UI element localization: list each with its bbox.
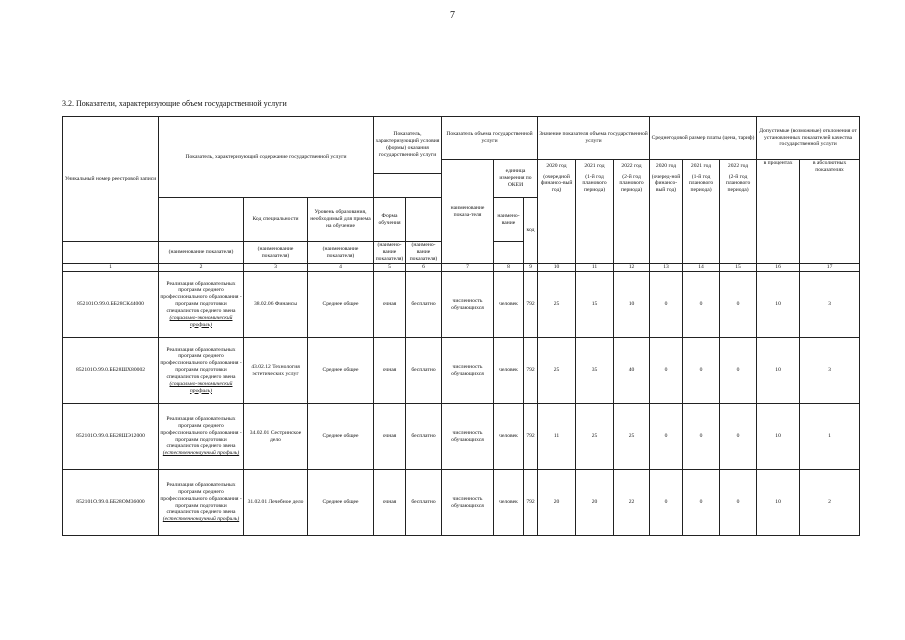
price-2022: 0 xyxy=(720,272,757,338)
study-form: очная xyxy=(374,404,406,470)
profile-note: (естественнонаучный профиль) xyxy=(162,516,240,523)
header-unit-okei: единица измерения по ОКЕИ xyxy=(494,160,538,198)
unit-name: человек xyxy=(494,470,524,536)
unit-name: человек xyxy=(494,338,524,404)
table-row xyxy=(63,272,860,338)
column-number: 10 xyxy=(538,264,576,272)
price-2021: 0 xyxy=(683,272,720,338)
specialty-code: 38.02.06 Финансы xyxy=(244,272,308,338)
registry-number: 852101О.99.0.ББ28СК44000 xyxy=(63,272,159,338)
header-in-percent: в процентах xyxy=(757,160,800,264)
header-year-2022-a: 2022 год xyxy=(614,160,650,174)
header-unit-code: код xyxy=(524,198,538,264)
value-2020: 25 xyxy=(538,272,576,338)
registry-number: 852101О.99.0.ББ28ШЭ12000 xyxy=(63,404,159,470)
column-number: 11 xyxy=(576,264,614,272)
header-unique-number: Уникальный номер реестровой записи xyxy=(63,117,159,242)
education-level: Среднее общее xyxy=(308,404,374,470)
profile-note: (социально-экономический профиль) xyxy=(169,380,233,394)
price-2020: 0 xyxy=(650,470,683,536)
payment-basis: бесплатно xyxy=(406,338,442,404)
value-2021: 25 xyxy=(576,404,614,470)
column-number: 15 xyxy=(720,264,757,272)
specialty-code: 31.02.01 Лечебное дело xyxy=(244,470,308,536)
column-number: 7 xyxy=(442,264,494,272)
education-level: Среднее общее xyxy=(308,470,374,536)
value-2021: 35 xyxy=(576,338,614,404)
header-price-2021: 2021 год xyxy=(683,160,720,174)
deviation-absolute: 2 xyxy=(800,470,860,536)
registry-number: 852101О.99.0.ББ28ОМ36000 xyxy=(63,470,159,536)
column-number: 9 xyxy=(524,264,538,272)
unit-code: 792 xyxy=(524,272,538,338)
table-row xyxy=(63,404,860,470)
registry-number: 852101О.99.0.ББ28ШХ80002 xyxy=(63,338,159,404)
indicator-name: численность обучающихся xyxy=(442,338,494,404)
unit-code: 792 xyxy=(524,404,538,470)
value-2022: 10 xyxy=(614,272,650,338)
column-number: 16 xyxy=(757,264,800,272)
column-number: 17 xyxy=(800,264,860,272)
page-number: 7 xyxy=(450,10,455,21)
study-form: очная xyxy=(374,338,406,404)
price-2021: 0 xyxy=(683,470,720,536)
price-2020: 0 xyxy=(650,404,683,470)
deviation-percent: 10 xyxy=(757,272,800,338)
header-name-indicator-1: (наименование показателя) xyxy=(159,242,244,264)
payment-basis: бесплатно xyxy=(406,470,442,536)
study-form: очная xyxy=(374,470,406,536)
specialty-code: 34.02.01 Сестринское дело xyxy=(244,404,308,470)
section-title: 3.2. Показатели, характеризующие объем государственной услуги xyxy=(62,99,287,108)
header-value-group: Значение показателя объема государственной услуги xyxy=(538,117,650,160)
header-price-plan-1: (1-й год планового периода) xyxy=(683,174,720,198)
price-2022: 0 xyxy=(720,404,757,470)
column-number: 1 xyxy=(63,264,159,272)
profile-note: (социально-экономический профиль) xyxy=(169,314,233,328)
header-price-group: Среднегодовой размер платы (цена, тариф) xyxy=(650,117,757,160)
header-name-indicator-4: (наимено-вание показателя) xyxy=(374,242,406,264)
header-study-form: Форма обучения xyxy=(374,198,406,242)
specialty-code: 43.02.12 Технология эстетических услуг xyxy=(244,338,308,404)
column-number: 8 xyxy=(494,264,524,272)
education-level: Среднее общее xyxy=(308,272,374,338)
deviation-percent: 10 xyxy=(757,338,800,404)
header-plan-1: (1-й год планового периода) xyxy=(576,174,614,198)
unit-code: 792 xyxy=(524,470,538,536)
education-level: Среднее общее xyxy=(308,338,374,404)
deviation-percent: 10 xyxy=(757,470,800,536)
column-number: 2 xyxy=(159,264,244,272)
volume-indicators-table xyxy=(62,116,860,536)
value-2022: 22 xyxy=(614,470,650,536)
value-2022: 40 xyxy=(614,338,650,404)
price-2021: 0 xyxy=(683,404,720,470)
column-number: 5 xyxy=(374,264,406,272)
price-2020: 0 xyxy=(650,272,683,338)
column-number: 6 xyxy=(406,264,442,272)
column-number: 13 xyxy=(650,264,683,272)
table-row xyxy=(63,338,860,404)
content-description: Реализация образовательных программ среднего профессионального образования - программ подготовки специалистов среднего звена xyxy=(160,482,242,516)
header-deviation-group: Допустимые (возможные) отклонения от установленных показателей качества государственной услуги xyxy=(757,117,860,160)
header-volume-group: Показатель объема государственной услуги xyxy=(442,117,538,160)
column-number: 12 xyxy=(614,264,650,272)
header-price-2020: 2020 год xyxy=(650,160,683,174)
header-name-indicator-2: (наименование показателя) xyxy=(244,242,308,264)
content-description: Реализация образовательных программ среднего профессионального образования - программ подготовки специалистов среднего звена xyxy=(160,416,242,450)
price-2020: 0 xyxy=(650,338,683,404)
value-2020: 25 xyxy=(538,338,576,404)
value-2020: 20 xyxy=(538,470,576,536)
column-number: 4 xyxy=(308,264,374,272)
header-in-absolute: в абсолютных показателях xyxy=(800,160,860,264)
price-2022: 0 xyxy=(720,470,757,536)
unit-name: человек xyxy=(494,404,524,470)
column-number: 3 xyxy=(244,264,308,272)
value-2021: 20 xyxy=(576,470,614,536)
indicator-name: численность обучающихся xyxy=(442,470,494,536)
header-year-2021-a: 2021 год xyxy=(576,160,614,174)
column-number: 14 xyxy=(683,264,720,272)
payment-basis: бесплатно xyxy=(406,272,442,338)
value-2020: 11 xyxy=(538,404,576,470)
header-indicator-name: наименование показа-теля xyxy=(442,160,494,264)
header-fin-year-short: (очеред-ной финансо-вый год) xyxy=(650,174,683,198)
header-unit-name: наимено-вание xyxy=(494,198,524,242)
unit-code: 792 xyxy=(524,338,538,404)
header-specialty-code: Код специальности xyxy=(244,198,308,242)
table-row xyxy=(63,470,860,536)
deviation-percent: 10 xyxy=(757,404,800,470)
header-price-2022: 2022 год xyxy=(720,160,757,174)
deviation-absolute: 1 xyxy=(800,404,860,470)
unit-name: человек xyxy=(494,272,524,338)
header-education-level: Уровень образования, необходимый для приема на обучение xyxy=(308,198,374,242)
header-content-group: Показатель, характеризующий содержание государственной услуги xyxy=(159,117,374,198)
deviation-absolute: 3 xyxy=(800,272,860,338)
value-2021: 15 xyxy=(576,272,614,338)
header-plan-2: (2-й год планового периода) xyxy=(614,174,650,198)
value-2022: 25 xyxy=(614,404,650,470)
content-description: Реализация образовательных программ среднего профессионального образования - программ подготовки специалистов среднего звена xyxy=(160,280,242,314)
indicator-name: численность обучающихся xyxy=(442,404,494,470)
column-numbers-row xyxy=(63,264,860,272)
header-name-indicator-3: (наименование показателя) xyxy=(308,242,374,264)
indicator-name: численность обучающихся xyxy=(442,272,494,338)
price-2022: 0 xyxy=(720,338,757,404)
study-form: очная xyxy=(374,272,406,338)
price-2021: 0 xyxy=(683,338,720,404)
header-conditions-group: Показатель, характеризующий условия (формы) оказания государственной услуги xyxy=(374,117,442,174)
payment-basis: бесплатно xyxy=(406,404,442,470)
header-year-2020-a: 2020 год xyxy=(538,160,576,174)
deviation-absolute: 3 xyxy=(800,338,860,404)
content-description: Реализация образовательных программ среднего профессионального образования - программ подготовки специалистов среднего звена xyxy=(160,346,242,380)
header-price-plan-2: (2-й год планового периода) xyxy=(720,174,757,198)
header-fin-year: (очередной финансо-вый год) xyxy=(538,174,576,198)
header-name-indicator-5: (наимено-вание показателя) xyxy=(406,242,442,264)
profile-note: (естественнонаучный профиль) xyxy=(162,450,240,457)
